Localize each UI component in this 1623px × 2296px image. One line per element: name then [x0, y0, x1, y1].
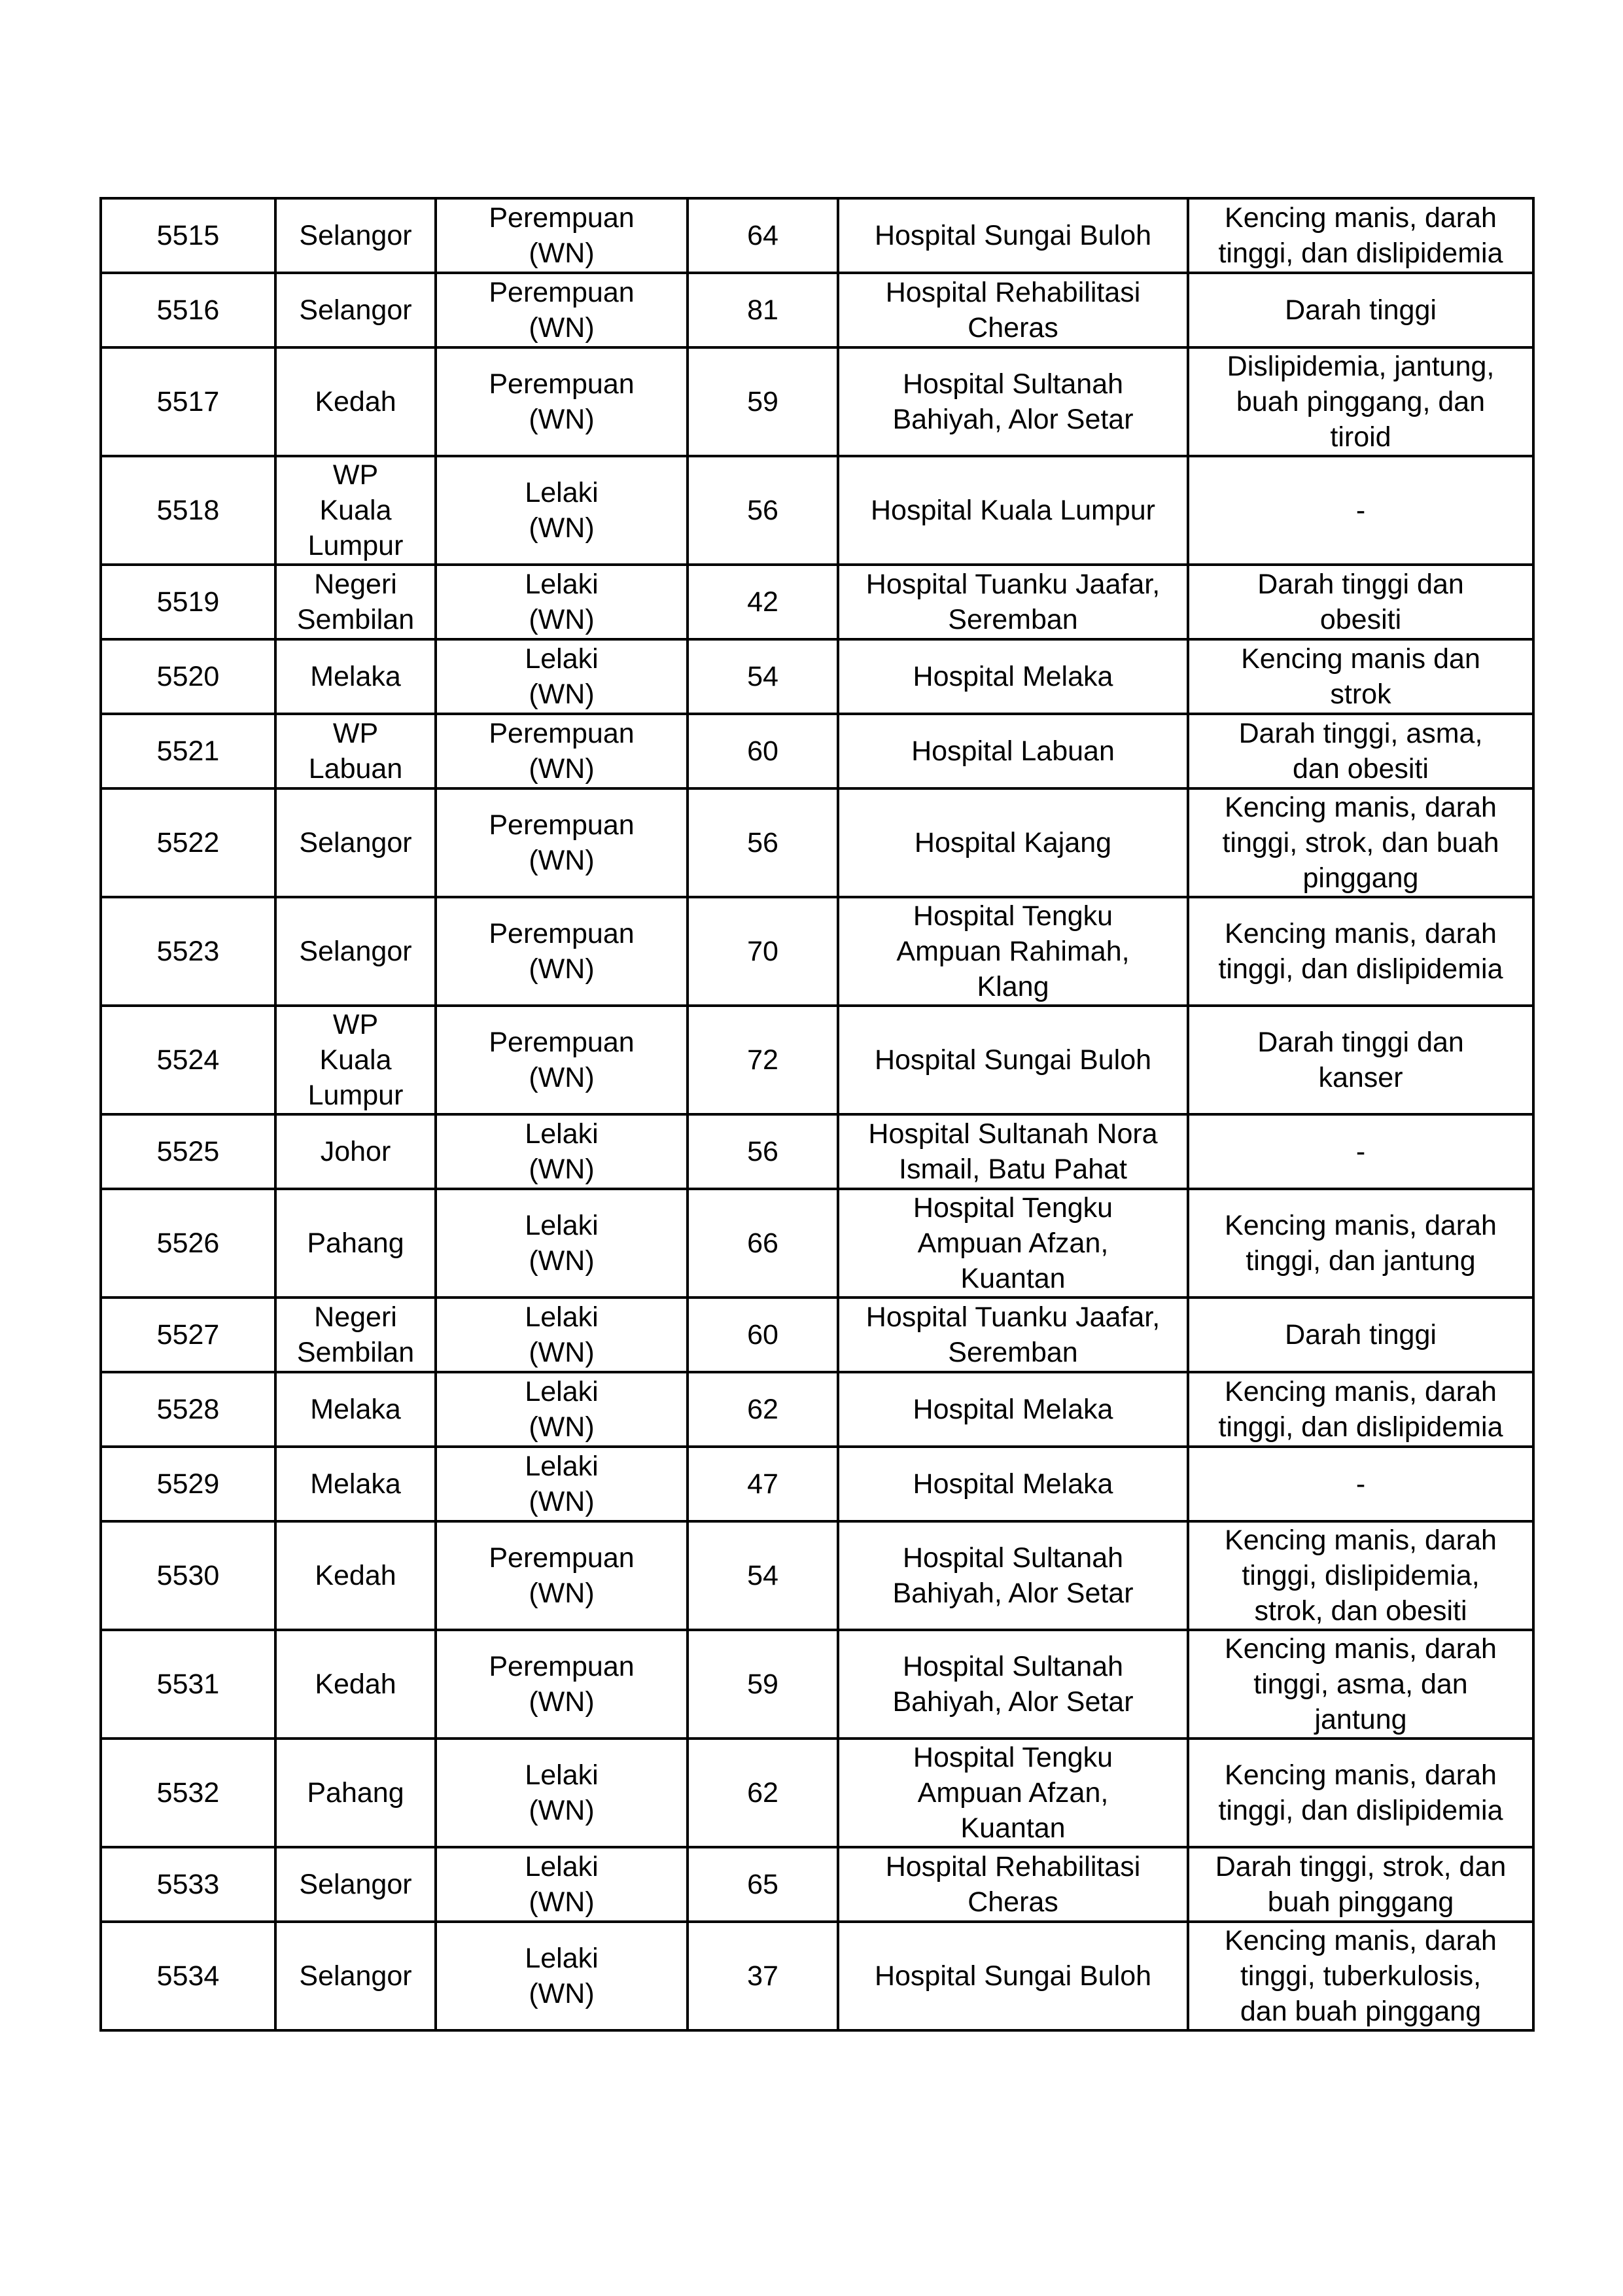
state-cell: Melaka: [275, 1372, 436, 1447]
table-row: [101, 565, 1533, 639]
state-cell: Selangor: [275, 1847, 436, 1922]
case-number-cell: 5529: [101, 1447, 275, 1521]
age-cell: 59: [688, 1630, 838, 1739]
comorbidity-cell: Kencing manis, darah tinggi, dan dislipidemia: [1188, 897, 1533, 1006]
gender-cell: Lelaki (WN): [436, 1114, 688, 1189]
hospital-cell: Hospital Kuala Lumpur: [838, 456, 1188, 565]
hospital-cell: Hospital Sungai Buloh: [838, 1922, 1188, 2030]
table-body: [101, 198, 1533, 2030]
table-row: [101, 1739, 1533, 1847]
gender-cell: Perempuan (WN): [436, 347, 688, 456]
gender-cell: Perempuan (WN): [436, 1521, 688, 1630]
table-row: [101, 1521, 1533, 1630]
case-number-cell: 5525: [101, 1114, 275, 1189]
age-cell: 64: [688, 198, 838, 273]
gender-cell: Lelaki (WN): [436, 1298, 688, 1372]
table-row: [101, 1372, 1533, 1447]
state-cell: WP Kuala Lumpur: [275, 456, 436, 565]
comorbidity-cell: -: [1188, 456, 1533, 565]
cases-table: [99, 197, 1535, 2032]
comorbidity-cell: Kencing manis, darah tinggi, strok, dan buah pinggang: [1188, 788, 1533, 897]
state-cell: Melaka: [275, 1447, 436, 1521]
comorbidity-cell: Kencing manis, darah tinggi, dan jantung: [1188, 1189, 1533, 1298]
state-cell: Selangor: [275, 788, 436, 897]
comorbidity-cell: Darah tinggi dan kanser: [1188, 1006, 1533, 1114]
state-cell: Selangor: [275, 198, 436, 273]
state-cell: WP Labuan: [275, 714, 436, 788]
table-row: [101, 639, 1533, 714]
age-cell: 66: [688, 1189, 838, 1298]
age-cell: 70: [688, 897, 838, 1006]
state-cell: Kedah: [275, 1630, 436, 1739]
gender-cell: Perempuan (WN): [436, 788, 688, 897]
gender-cell: Perempuan (WN): [436, 1630, 688, 1739]
case-number-cell: 5526: [101, 1189, 275, 1298]
age-cell: 72: [688, 1006, 838, 1114]
gender-cell: Lelaki (WN): [436, 565, 688, 639]
hospital-cell: Hospital Tengku Ampuan Rahimah, Klang: [838, 897, 1188, 1006]
state-cell: Selangor: [275, 273, 436, 347]
gender-cell: Lelaki (WN): [436, 1189, 688, 1298]
table-row: [101, 1298, 1533, 1372]
hospital-cell: Hospital Sungai Buloh: [838, 198, 1188, 273]
hospital-cell: Hospital Labuan: [838, 714, 1188, 788]
comorbidity-cell: Darah tinggi: [1188, 1298, 1533, 1372]
age-cell: 42: [688, 565, 838, 639]
hospital-cell: Hospital Melaka: [838, 1447, 1188, 1521]
hospital-cell: Hospital Tuanku Jaafar, Seremban: [838, 565, 1188, 639]
age-cell: 56: [688, 1114, 838, 1189]
hospital-cell: Hospital Sultanah Bahiyah, Alor Setar: [838, 1630, 1188, 1739]
gender-cell: Lelaki (WN): [436, 1847, 688, 1922]
table-row: [101, 1447, 1533, 1521]
gender-cell: Perempuan (WN): [436, 273, 688, 347]
comorbidity-cell: Kencing manis, darah tinggi, dan dislipidemia: [1188, 198, 1533, 273]
state-cell: Selangor: [275, 897, 436, 1006]
case-number-cell: 5533: [101, 1847, 275, 1922]
state-cell: Johor: [275, 1114, 436, 1189]
table-row: [101, 1006, 1533, 1114]
gender-cell: Lelaki (WN): [436, 1447, 688, 1521]
age-cell: 37: [688, 1922, 838, 2030]
case-number-cell: 5518: [101, 456, 275, 565]
gender-cell: Lelaki (WN): [436, 1922, 688, 2030]
age-cell: 59: [688, 347, 838, 456]
gender-cell: Lelaki (WN): [436, 1372, 688, 1447]
comorbidity-cell: Kencing manis, darah tinggi, asma, dan jantung: [1188, 1630, 1533, 1739]
state-cell: WP Kuala Lumpur: [275, 1006, 436, 1114]
case-number-cell: 5516: [101, 273, 275, 347]
table-row: [101, 1189, 1533, 1298]
comorbidity-cell: Darah tinggi: [1188, 273, 1533, 347]
age-cell: 56: [688, 456, 838, 565]
gender-cell: Lelaki (WN): [436, 639, 688, 714]
hospital-cell: Hospital Tengku Ampuan Afzan, Kuantan: [838, 1189, 1188, 1298]
gender-cell: Perempuan (WN): [436, 198, 688, 273]
case-number-cell: 5520: [101, 639, 275, 714]
case-number-cell: 5531: [101, 1630, 275, 1739]
table-row: [101, 788, 1533, 897]
age-cell: 62: [688, 1739, 838, 1847]
hospital-cell: Hospital Rehabilitasi Cheras: [838, 273, 1188, 347]
table-row: [101, 456, 1533, 565]
comorbidity-cell: Kencing manis dan strok: [1188, 639, 1533, 714]
case-number-cell: 5528: [101, 1372, 275, 1447]
hospital-cell: Hospital Kajang: [838, 788, 1188, 897]
table-row: [101, 897, 1533, 1006]
gender-cell: Perempuan (WN): [436, 897, 688, 1006]
gender-cell: Perempuan (WN): [436, 714, 688, 788]
state-cell: Melaka: [275, 639, 436, 714]
state-cell: Negeri Sembilan: [275, 565, 436, 639]
hospital-cell: Hospital Melaka: [838, 1372, 1188, 1447]
comorbidity-cell: Dislipidemia, jantung, buah pinggang, dan tiroid: [1188, 347, 1533, 456]
gender-cell: Perempuan (WN): [436, 1006, 688, 1114]
case-number-cell: 5515: [101, 198, 275, 273]
hospital-cell: Hospital Tuanku Jaafar, Seremban: [838, 1298, 1188, 1372]
table-row: [101, 1922, 1533, 2030]
table-row: [101, 1630, 1533, 1739]
case-number-cell: 5523: [101, 897, 275, 1006]
gender-cell: Lelaki (WN): [436, 1739, 688, 1847]
case-number-cell: 5532: [101, 1739, 275, 1847]
state-cell: Negeri Sembilan: [275, 1298, 436, 1372]
state-cell: Kedah: [275, 1521, 436, 1630]
hospital-cell: Hospital Melaka: [838, 639, 1188, 714]
age-cell: 60: [688, 1298, 838, 1372]
comorbidity-cell: Kencing manis, darah tinggi, dan dislipidemia: [1188, 1739, 1533, 1847]
comorbidity-cell: Darah tinggi, asma, dan obesiti: [1188, 714, 1533, 788]
table-row: [101, 347, 1533, 456]
comorbidity-cell: Kencing manis, darah tinggi, dislipidemia, strok, dan obesiti: [1188, 1521, 1533, 1630]
table-row: [101, 273, 1533, 347]
hospital-cell: Hospital Sultanah Nora Ismail, Batu Pahat: [838, 1114, 1188, 1189]
hospital-cell: Hospital Rehabilitasi Cheras: [838, 1847, 1188, 1922]
age-cell: 62: [688, 1372, 838, 1447]
age-cell: 54: [688, 639, 838, 714]
table-row: [101, 198, 1533, 273]
state-cell: Pahang: [275, 1189, 436, 1298]
age-cell: 65: [688, 1847, 838, 1922]
comorbidity-cell: -: [1188, 1114, 1533, 1189]
hospital-cell: Hospital Sungai Buloh: [838, 1006, 1188, 1114]
case-number-cell: 5524: [101, 1006, 275, 1114]
case-number-cell: 5522: [101, 788, 275, 897]
case-number-cell: 5530: [101, 1521, 275, 1630]
case-number-cell: 5534: [101, 1922, 275, 2030]
hospital-cell: Hospital Sultanah Bahiyah, Alor Setar: [838, 1521, 1188, 1630]
comorbidity-cell: Kencing manis, darah tinggi, tuberkulosis, dan buah pinggang: [1188, 1922, 1533, 2030]
state-cell: Kedah: [275, 347, 436, 456]
comorbidity-cell: -: [1188, 1447, 1533, 1521]
age-cell: 54: [688, 1521, 838, 1630]
hospital-cell: Hospital Sultanah Bahiyah, Alor Setar: [838, 347, 1188, 456]
state-cell: Pahang: [275, 1739, 436, 1847]
case-number-cell: 5527: [101, 1298, 275, 1372]
table-row: [101, 1114, 1533, 1189]
comorbidity-cell: Kencing manis, darah tinggi, dan dislipidemia: [1188, 1372, 1533, 1447]
case-number-cell: 5521: [101, 714, 275, 788]
table-row: [101, 714, 1533, 788]
comorbidity-cell: Darah tinggi dan obesiti: [1188, 565, 1533, 639]
hospital-cell: Hospital Tengku Ampuan Afzan, Kuantan: [838, 1739, 1188, 1847]
age-cell: 60: [688, 714, 838, 788]
age-cell: 56: [688, 788, 838, 897]
age-cell: 81: [688, 273, 838, 347]
case-number-cell: 5517: [101, 347, 275, 456]
gender-cell: Lelaki (WN): [436, 456, 688, 565]
comorbidity-cell: Darah tinggi, strok, dan buah pinggang: [1188, 1847, 1533, 1922]
case-number-cell: 5519: [101, 565, 275, 639]
state-cell: Selangor: [275, 1922, 436, 2030]
age-cell: 47: [688, 1447, 838, 1521]
table-row: [101, 1847, 1533, 1922]
